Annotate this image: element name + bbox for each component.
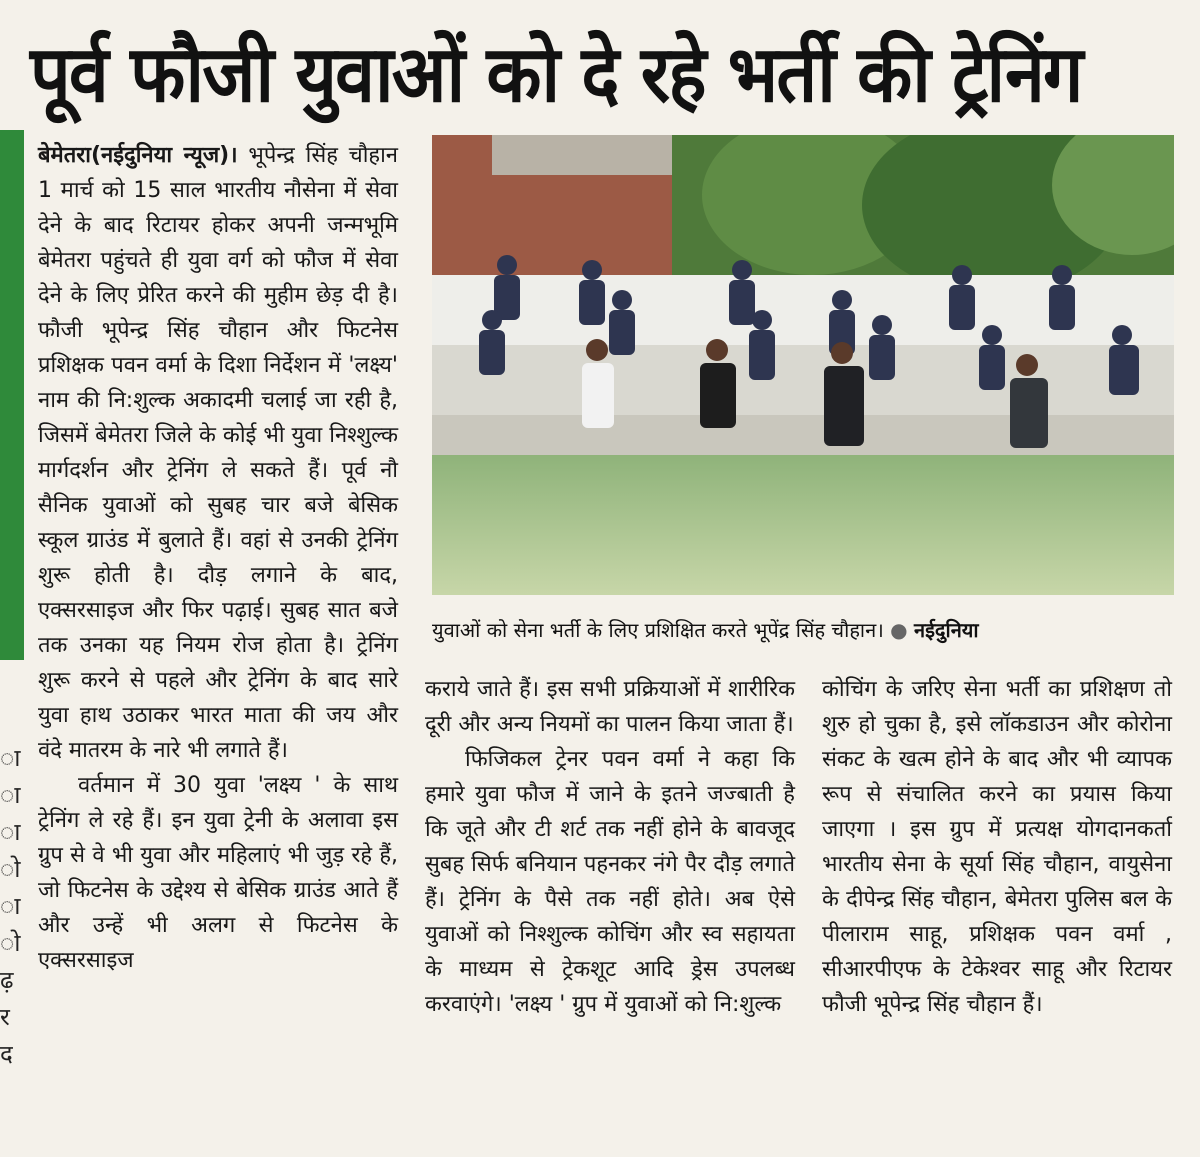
photo-caption (432, 610, 1174, 650)
next-article-headline-fragment (0, 1125, 1200, 1157)
photo-illustration (432, 135, 1174, 595)
grass-ground (432, 455, 1174, 595)
article-column-2 (425, 672, 795, 1022)
article-column-3 (822, 672, 1172, 1022)
photo-credit: नईदुनिया (913, 618, 979, 642)
article-column-1 (38, 138, 398, 978)
caption-text: युवाओं को सेना भर्ती के लिए प्रशिक्षित करते भूपेंद्र सिंह चौहान। (432, 618, 884, 642)
paragraph: फिजिकल ट्रेनर पवन वर्मा ने कहा कि हमारे युवा फौज में जाने के इतने जज्बाती है कि जूते और टी शर्ट तक नहीं होने के बावजूद सुबह सिर्फ बनियान पहनकर नंगे पैर दौड़ लगाते हैं। ट्रेनिंग के पैसे तक नहीं होते। अब ऐसे युवाओं को निश्शुल्क कोचिंग और स्व सहायता के माध्यम से ट्रेकशूट आदि ड्रेस उपलब्ध करवाएंगे। 'लक्ष्य ' ग्रुप में युवाओं को नि:शुल्क (425, 747, 795, 1017)
bullet-dot-icon: ● (890, 618, 908, 642)
steps (432, 345, 1174, 415)
headline: पूर्व फौजी युवाओं को दे रहे भर्ती की ट्रेनिंग (30, 30, 1082, 120)
paragraph: कराये जाते हैं। इस सभी प्रक्रियाओं में शारीरिक दूरी और अन्य नियमों का पालन किया जाता हैं। (425, 677, 795, 737)
dateline: बेमेतरा(नईदुनिया न्यूज)। (38, 143, 238, 168)
news-photo (432, 135, 1174, 595)
paragraph: कोचिंग के जरिए सेना भर्ती का प्रशिक्षण तो शुरु हो चुका है, इसे लॉकडाउन और कोरोना संकट के खत्म होने के बाद और भी व्यापक रूप से संचालित करने का प्रयास किया जाएगा । इस ग्रुप में प्रत्यक्ष योगदानकर्ता भारतीय सेना के सूर्या सिंह चौहान, वायुसेना के दीपेन्द्र सिंह चौहान, बेमेतरा पुलिस बल के पीलाराम साहू, प्रशिक्षक पवन वर्मा , सीआरपीएफ के टेकेश्वर साहू और रिटायर फौजी भूपेन्द्र सिंह चौहान हैं। (822, 677, 1172, 1017)
paragraph: वर्तमान में 30 युवा 'लक्ष्य ' के साथ ट्रेनिंग ले रहे हैं। इन युवा ट्रेनी के अलावा इस ग्रुप से वे भी युवा और महिलाएं भी जुड़ रहे हैं, जो फिटनेस के उद्देश्य से बेसिक ग्राउंड आते हैं और उन्हें भी अलग से फिटनेस के एक्सरसाइज (38, 773, 398, 973)
paragraph (38, 138, 398, 768)
paragraph-text: भूपेन्द्र सिंह चौहान 1 मार्च को 15 साल भारतीय नौसेना में सेवा देने के बाद रिटायर होकर अपनी जन्मभूमि बेमेतरा पहुंचते ही युवा वर्ग को फौज में सेवा देने के लिए प्रेरित करने की मुहीम छेड़ दी है। फौजी भूपेन्द्र सिंह चौहान और फिटनेस प्रशिक्षक पवन वर्मा के दिशा निर्देशन में 'लक्ष्य' नाम की नि:शुल्क अकादमी चलाई जा रही है, जिसमें बेमेतरा जिले के कोई भी युवा निश्शुल्क मार्गदर्शन और ट्रेनिंग ले सकते हैं। पूर्व नौ सैनिक युवाओं को सुबह चार बजे बेसिक स्कूल ग्राउंड में बुलाते हैं। वहां से उनकी ट्रेनिंग शुरू होती है। दौड़ लगाने के बाद, एक्सरसाइज और फिर पढ़ाई। सुबह सात बजे तक उनका यह नियम रोज होता है। ट्रेनिंग शुरू करने से पहले और ट्रेनिंग के बाद सारे युवा हाथ उठाकर भारत माता की जय और वंदे मातरम के नारे भी लगाते हैं। (38, 143, 398, 763)
adjacent-column-fragment: ा ा ा ो ा ो ढ़ र द (0, 744, 21, 1068)
adjacent-green-ad-strip (0, 130, 24, 660)
building-top (492, 135, 672, 175)
